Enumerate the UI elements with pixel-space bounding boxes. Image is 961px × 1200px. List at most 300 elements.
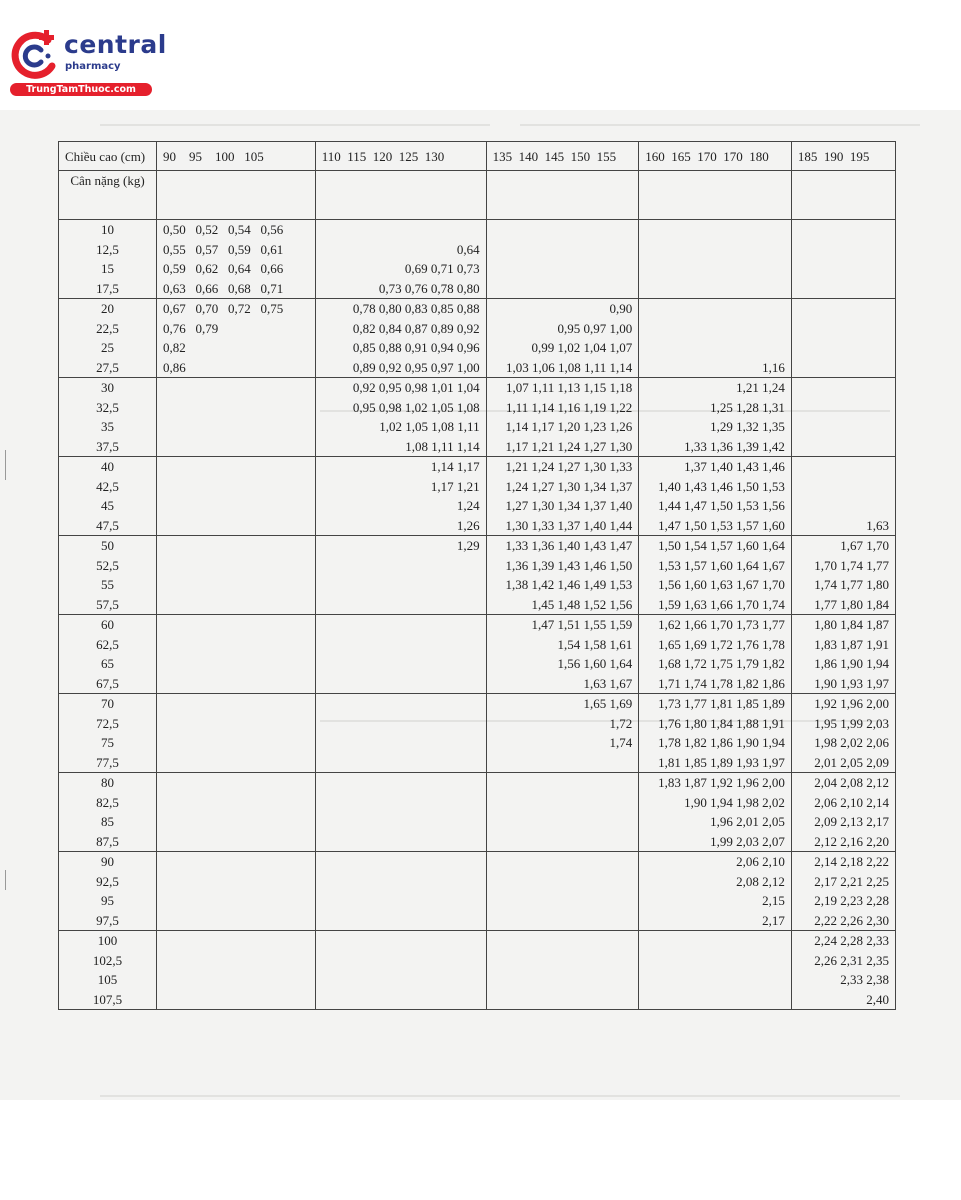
bsa-value: 1,11 1,14 1,16 1,19 1,22 bbox=[505, 399, 633, 415]
bsa-value bbox=[163, 793, 309, 813]
weight-group-row bbox=[59, 615, 896, 694]
bsa-value: 1,17 1,21 1,24 1,27 1,30 bbox=[505, 438, 633, 454]
bsa-value: 1,74 bbox=[609, 735, 633, 750]
bsa-value bbox=[322, 556, 480, 576]
bsa-value-cell bbox=[791, 773, 895, 852]
bsa-value: 0,55 0,57 0,59 0,61 bbox=[163, 241, 284, 257]
bsa-value bbox=[493, 812, 633, 832]
bsa-value: 2,01 2,05 2,09 bbox=[814, 754, 889, 770]
weight-labels bbox=[59, 615, 157, 694]
bsa-value: 2,12 2,16 2,20 bbox=[814, 833, 889, 849]
bsa-value: 1,65 1,69 1,72 1,76 1,78 bbox=[658, 636, 785, 652]
bsa-value-cell bbox=[157, 852, 316, 931]
bsa-value bbox=[798, 240, 889, 260]
bsa-value bbox=[798, 437, 889, 457]
bsa-value bbox=[322, 595, 480, 615]
bsa-value: 1,17 1,21 bbox=[430, 478, 480, 494]
weight-value: 87,5 bbox=[96, 833, 119, 849]
bsa-value: 1,99 2,03 2,07 bbox=[710, 833, 785, 849]
bsa-value-cell bbox=[639, 773, 792, 852]
weight-labels bbox=[59, 299, 157, 378]
bsa-value: 1,47 1,50 1,53 1,57 1,60 bbox=[658, 517, 785, 533]
bsa-value: 1,14 1,17 bbox=[430, 459, 480, 474]
weight-value: 77,5 bbox=[96, 754, 119, 770]
bsa-value: 1,65 1,69 bbox=[583, 696, 633, 711]
bsa-value: 1,63 bbox=[866, 517, 889, 533]
bsa-value bbox=[493, 911, 633, 931]
weight-value: 65 bbox=[101, 656, 115, 671]
height-header-label: Chiều cao (cm) bbox=[59, 142, 157, 171]
bsa-value bbox=[163, 832, 309, 852]
weight-labels bbox=[59, 536, 157, 615]
bsa-value-cell bbox=[157, 457, 316, 536]
bsa-value bbox=[645, 319, 785, 339]
bsa-value bbox=[163, 635, 309, 655]
bsa-value bbox=[163, 694, 309, 714]
bsa-value: 1,86 1,90 1,94 bbox=[814, 656, 889, 671]
bsa-value: 1,47 1,51 1,55 1,59 bbox=[531, 617, 633, 632]
bsa-value: 1,24 1,27 1,30 1,34 1,37 bbox=[505, 478, 633, 494]
weight-value: 15 bbox=[101, 261, 115, 276]
weight-value: 75 bbox=[101, 735, 115, 750]
weight-value: 60 bbox=[101, 617, 115, 632]
bsa-value-cell bbox=[791, 615, 895, 694]
bsa-value: 0,85 0,88 0,91 0,94 0,96 bbox=[352, 340, 480, 355]
weight-value: 52,5 bbox=[96, 557, 119, 573]
bsa-value: 1,30 1,33 1,37 1,40 1,44 bbox=[505, 517, 633, 533]
bsa-value bbox=[163, 477, 309, 497]
bsa-value: 2,26 2,31 2,35 bbox=[814, 952, 889, 968]
bsa-value bbox=[163, 674, 309, 694]
bsa-value-cell bbox=[639, 931, 792, 1010]
bsa-value: 1,59 1,63 1,66 1,70 1,74 bbox=[658, 596, 785, 612]
bsa-value bbox=[798, 496, 889, 516]
bsa-value bbox=[322, 674, 480, 694]
bsa-value: 0,67 0,70 0,72 0,75 bbox=[163, 301, 284, 316]
bsa-value bbox=[163, 595, 309, 615]
bsa-value bbox=[163, 931, 309, 951]
bsa-value-cell bbox=[157, 536, 316, 615]
bsa-value: 1,95 1,99 2,03 bbox=[814, 715, 889, 731]
weight-header-label: Cân nặng (kg) bbox=[59, 171, 157, 220]
page-edge-mark bbox=[5, 450, 6, 480]
central-pharmacy-logo bbox=[8, 26, 167, 96]
bsa-value bbox=[163, 951, 309, 971]
bsa-value bbox=[798, 279, 889, 299]
bsa-value bbox=[322, 990, 480, 1010]
bsa-value-cell bbox=[791, 378, 895, 457]
bsa-value: 2,19 2,23 2,28 bbox=[814, 893, 889, 908]
bsa-value: 1,03 1,06 1,08 1,11 1,14 bbox=[505, 359, 633, 375]
bsa-value bbox=[645, 970, 785, 990]
bsa-value: 0,64 bbox=[456, 241, 480, 257]
weight-value: 45 bbox=[101, 498, 115, 513]
table-body bbox=[59, 220, 896, 1010]
bsa-value-cell bbox=[157, 378, 316, 457]
empty-cell bbox=[157, 171, 316, 220]
bsa-value: 2,40 bbox=[866, 991, 889, 1007]
bsa-value bbox=[798, 398, 889, 418]
bsa-value bbox=[322, 812, 480, 832]
bsa-value: 1,26 bbox=[456, 517, 480, 533]
bsa-value: 0,95 0,97 1,00 bbox=[557, 320, 633, 336]
bsa-value: 1,56 1,60 1,63 1,67 1,70 bbox=[658, 577, 785, 592]
bsa-value: 1,62 1,66 1,70 1,73 1,77 bbox=[658, 617, 785, 632]
bsa-value: 1,53 1,57 1,60 1,64 1,67 bbox=[658, 557, 785, 573]
bsa-value-cell bbox=[791, 220, 895, 299]
bsa-value bbox=[163, 911, 309, 931]
bsa-value: 2,06 2,10 2,14 bbox=[814, 794, 889, 810]
weight-value: 70 bbox=[101, 696, 115, 711]
bsa-value bbox=[322, 773, 480, 793]
weight-value: 32,5 bbox=[96, 399, 119, 415]
bsa-value: 1,21 1,24 bbox=[736, 380, 785, 395]
weight-value: 30 bbox=[101, 380, 115, 395]
bsa-value bbox=[163, 417, 309, 437]
bsa-value: 1,37 1,40 1,43 1,46 bbox=[684, 459, 785, 474]
bsa-value: 0,89 0,92 0,95 0,97 1,00 bbox=[352, 359, 480, 375]
logo-brand-text: central bbox=[64, 30, 167, 59]
bsa-value bbox=[163, 398, 309, 418]
weight-value: 20 bbox=[101, 301, 115, 316]
empty-cell bbox=[486, 171, 639, 220]
bsa-value bbox=[493, 832, 633, 852]
bsa-value bbox=[163, 970, 309, 990]
bsa-value-cell bbox=[315, 694, 486, 773]
weight-header-row bbox=[59, 171, 896, 220]
bsa-value: 2,17 bbox=[762, 912, 785, 928]
bsa-value bbox=[322, 615, 480, 635]
bsa-value: 0,86 bbox=[163, 359, 186, 375]
bsa-value: 2,33 2,38 bbox=[840, 972, 889, 987]
bsa-value: 1,83 1,87 1,91 bbox=[814, 636, 889, 652]
bsa-value bbox=[163, 733, 309, 753]
logo-mark-icon bbox=[8, 28, 62, 82]
bsa-value bbox=[798, 299, 889, 319]
weight-value: 12,5 bbox=[96, 241, 119, 257]
bsa-value-cell bbox=[791, 694, 895, 773]
bsa-value-cell bbox=[639, 457, 792, 536]
bsa-value: 2,14 2,18 2,22 bbox=[814, 854, 889, 869]
bsa-value: 1,38 1,42 1,46 1,49 1,53 bbox=[505, 577, 633, 592]
bsa-value-cell bbox=[486, 694, 639, 773]
weight-value: 25 bbox=[101, 340, 115, 355]
bsa-value-cell bbox=[315, 299, 486, 378]
weight-value: 55 bbox=[101, 577, 115, 592]
weight-value: 57,5 bbox=[96, 596, 119, 612]
bsa-value: 1,80 1,84 1,87 bbox=[814, 617, 889, 632]
bsa-value bbox=[493, 220, 633, 240]
bsa-value: 1,36 1,39 1,43 1,46 1,50 bbox=[505, 557, 633, 573]
bsa-value: 1,24 bbox=[456, 498, 480, 513]
bsa-value: 1,16 bbox=[762, 359, 785, 375]
bsa-value bbox=[163, 516, 309, 536]
bsa-value-cell bbox=[157, 694, 316, 773]
bsa-value: 1,14 1,17 1,20 1,23 1,26 bbox=[505, 419, 633, 434]
empty-cell bbox=[639, 171, 792, 220]
bsa-value-cell bbox=[791, 299, 895, 378]
weight-value: 105 bbox=[97, 972, 118, 987]
bsa-value bbox=[798, 259, 889, 279]
bsa-value bbox=[163, 872, 309, 892]
bsa-value-cell bbox=[486, 378, 639, 457]
weight-value: 85 bbox=[101, 814, 115, 829]
weight-group-row bbox=[59, 299, 896, 378]
bsa-value-cell bbox=[791, 536, 895, 615]
weight-group-row bbox=[59, 378, 896, 457]
bsa-value bbox=[493, 753, 633, 773]
weight-value: 35 bbox=[101, 419, 115, 434]
bsa-value bbox=[645, 951, 785, 971]
weight-labels bbox=[59, 457, 157, 536]
bsa-value bbox=[493, 852, 633, 872]
bsa-value bbox=[322, 911, 480, 931]
bsa-value bbox=[645, 240, 785, 260]
weight-group-row bbox=[59, 220, 896, 299]
bsa-value-cell bbox=[486, 536, 639, 615]
bsa-value bbox=[163, 556, 309, 576]
bsa-value bbox=[493, 259, 633, 279]
bsa-value-cell bbox=[486, 220, 639, 299]
height-header-row bbox=[59, 142, 896, 171]
bsa-value-cell bbox=[486, 299, 639, 378]
weight-value: 97,5 bbox=[96, 912, 119, 928]
bsa-value: 0,73 0,76 0,78 0,80 bbox=[378, 280, 480, 296]
weight-labels bbox=[59, 931, 157, 1010]
bsa-value: 1,78 1,82 1,86 1,90 1,94 bbox=[658, 735, 785, 750]
bsa-value: 1,33 1,36 1,40 1,43 1,47 bbox=[505, 538, 633, 553]
bsa-value bbox=[163, 378, 309, 398]
bsa-value: 2,15 bbox=[762, 893, 785, 908]
bsa-value bbox=[493, 240, 633, 260]
weight-value: 17,5 bbox=[96, 280, 119, 296]
bsa-value: 0,99 1,02 1,04 1,07 bbox=[531, 340, 633, 355]
bsa-value: 1,56 1,60 1,64 bbox=[557, 656, 633, 671]
bsa-value bbox=[493, 773, 633, 793]
weight-group-row bbox=[59, 773, 896, 852]
empty-cell bbox=[791, 171, 895, 220]
bsa-value bbox=[322, 733, 480, 753]
bsa-value bbox=[322, 220, 480, 240]
logo-sub-text: pharmacy bbox=[65, 61, 121, 72]
bsa-value: 0,90 bbox=[609, 301, 633, 316]
bsa-value-cell bbox=[157, 615, 316, 694]
bsa-value-cell bbox=[157, 773, 316, 852]
bsa-value bbox=[798, 338, 889, 358]
bsa-value: 1,29 1,32 1,35 bbox=[710, 419, 785, 434]
bsa-value bbox=[322, 575, 480, 595]
weight-value: 102,5 bbox=[92, 952, 123, 968]
bsa-value: 1,50 1,54 1,57 1,60 1,64 bbox=[658, 538, 785, 553]
weight-labels bbox=[59, 378, 157, 457]
bsa-value-cell bbox=[315, 457, 486, 536]
bsa-value-cell bbox=[486, 773, 639, 852]
bsa-value-cell bbox=[639, 220, 792, 299]
weight-value: 92,5 bbox=[96, 873, 119, 889]
bsa-value bbox=[163, 536, 309, 556]
bsa-value bbox=[322, 654, 480, 674]
weight-group-row bbox=[59, 852, 896, 931]
weight-value: 95 bbox=[101, 893, 115, 908]
empty-cell bbox=[315, 171, 486, 220]
weight-value: 42,5 bbox=[96, 478, 119, 494]
weight-group-row bbox=[59, 457, 896, 536]
bsa-value: 2,24 2,28 2,33 bbox=[814, 933, 889, 948]
bsa-value bbox=[322, 793, 480, 813]
bsa-value-cell bbox=[639, 299, 792, 378]
body-surface-area-table bbox=[58, 141, 896, 1010]
bsa-value-cell bbox=[791, 852, 895, 931]
bsa-value bbox=[798, 417, 889, 437]
bsa-value bbox=[322, 951, 480, 971]
bsa-value bbox=[163, 437, 309, 457]
bsa-value bbox=[163, 891, 309, 911]
bsa-value bbox=[493, 970, 633, 990]
weight-value: 107,5 bbox=[92, 991, 123, 1007]
bsa-value-cell bbox=[315, 220, 486, 299]
bsa-value: 2,08 2,12 bbox=[736, 873, 785, 889]
bsa-value: 1,74 1,77 1,80 bbox=[814, 577, 889, 592]
weight-value: 62,5 bbox=[96, 636, 119, 652]
bsa-value: 1,33 1,36 1,39 1,42 bbox=[684, 438, 785, 454]
bsa-value: 1,67 1,70 bbox=[840, 538, 889, 553]
bsa-value bbox=[645, 990, 785, 1010]
bsa-value: 1,83 1,87 1,92 1,96 2,00 bbox=[658, 775, 785, 790]
bsa-value bbox=[322, 931, 480, 951]
bsa-value-cell bbox=[157, 931, 316, 1010]
bsa-value: 0,59 0,62 0,64 0,66 bbox=[163, 261, 284, 276]
bsa-value: 1,27 1,30 1,34 1,37 1,40 bbox=[505, 498, 633, 513]
bsa-value bbox=[645, 220, 785, 240]
bsa-value: 1,44 1,47 1,50 1,53 1,56 bbox=[658, 498, 785, 513]
bsa-value bbox=[798, 457, 889, 477]
bsa-value: 1,90 1,93 1,97 bbox=[814, 675, 889, 691]
bsa-value: 2,06 2,10 bbox=[736, 854, 785, 869]
bsa-value bbox=[322, 635, 480, 655]
weight-value: 10 bbox=[101, 222, 115, 237]
height-group-header: 110 115 120 125 130 bbox=[315, 142, 486, 171]
bsa-value bbox=[798, 477, 889, 497]
bsa-value-cell bbox=[315, 378, 486, 457]
bsa-value: 0,76 0,79 bbox=[163, 320, 219, 336]
bsa-value: 1,92 1,96 2,00 bbox=[814, 696, 889, 711]
bsa-value bbox=[163, 812, 309, 832]
bsa-value bbox=[322, 891, 480, 911]
bsa-value: 1,77 1,80 1,84 bbox=[814, 596, 889, 612]
bsa-value: 1,72 bbox=[609, 715, 633, 731]
bsa-value: 0,82 bbox=[163, 340, 186, 355]
bsa-value bbox=[163, 714, 309, 734]
bsa-value bbox=[322, 970, 480, 990]
bsa-value bbox=[645, 931, 785, 951]
bsa-value bbox=[163, 990, 309, 1010]
weight-labels bbox=[59, 220, 157, 299]
bsa-value: 0,50 0,52 0,54 0,56 bbox=[163, 222, 284, 237]
bsa-value-cell bbox=[639, 615, 792, 694]
weight-group-row bbox=[59, 931, 896, 1010]
bsa-value bbox=[322, 753, 480, 773]
weight-value: 40 bbox=[101, 459, 115, 474]
bsa-value: 1,68 1,72 1,75 1,79 1,82 bbox=[658, 656, 785, 671]
bsa-value: 0,78 0,80 0,83 0,85 0,88 bbox=[352, 301, 480, 316]
bsa-value-cell bbox=[486, 852, 639, 931]
weight-value: 47,5 bbox=[96, 517, 119, 533]
bsa-value bbox=[798, 220, 889, 240]
logo-banner-link[interactable]: TrungTamThuoc.com bbox=[10, 83, 152, 96]
bsa-value bbox=[322, 872, 480, 892]
bsa-value bbox=[163, 852, 309, 872]
bsa-value: 1,71 1,74 1,78 1,82 1,86 bbox=[658, 675, 785, 691]
bsa-value-cell bbox=[639, 852, 792, 931]
height-group-header: 135 140 145 150 155 bbox=[486, 142, 639, 171]
weight-value: 90 bbox=[101, 854, 115, 869]
bsa-value-cell bbox=[486, 457, 639, 536]
bsa-value bbox=[322, 852, 480, 872]
weight-group-row bbox=[59, 536, 896, 615]
bsa-value: 2,09 2,13 2,17 bbox=[814, 814, 889, 829]
bsa-value bbox=[493, 931, 633, 951]
bsa-value bbox=[163, 773, 309, 793]
bsa-value: 0,92 0,95 0,98 1,01 1,04 bbox=[352, 380, 480, 395]
bsa-value bbox=[493, 990, 633, 1010]
bsa-value bbox=[798, 358, 889, 378]
bsa-value bbox=[493, 793, 633, 813]
bsa-value-cell bbox=[486, 931, 639, 1010]
bsa-value bbox=[163, 457, 309, 477]
bsa-value-cell bbox=[315, 931, 486, 1010]
bsa-value bbox=[163, 753, 309, 773]
bsa-value: 1,08 1,11 1,14 bbox=[405, 438, 480, 454]
page-edge-mark bbox=[5, 870, 6, 890]
bsa-value: 2,17 2,21 2,25 bbox=[814, 873, 889, 889]
bsa-value: 1,96 2,01 2,05 bbox=[710, 814, 785, 829]
bsa-value: 1,45 1,48 1,52 1,56 bbox=[531, 596, 633, 612]
bsa-value-cell bbox=[791, 931, 895, 1010]
bsa-value: 0,69 0,71 0,73 bbox=[404, 261, 480, 276]
bsa-value bbox=[163, 615, 309, 635]
weight-value: 67,5 bbox=[96, 675, 119, 691]
bsa-value: 1,21 1,24 1,27 1,30 1,33 bbox=[505, 459, 633, 474]
bsa-value-cell bbox=[639, 536, 792, 615]
bsa-value bbox=[645, 259, 785, 279]
bsa-value bbox=[798, 378, 889, 398]
bsa-value-cell bbox=[157, 220, 316, 299]
bsa-value-cell bbox=[791, 457, 895, 536]
bsa-value: 1,73 1,77 1,81 1,85 1,89 bbox=[658, 696, 785, 711]
bsa-value-cell bbox=[639, 378, 792, 457]
weight-value: 100 bbox=[97, 933, 118, 948]
weight-labels bbox=[59, 773, 157, 852]
bsa-value bbox=[645, 338, 785, 358]
bsa-value-cell bbox=[486, 615, 639, 694]
bsa-value: 2,04 2,08 2,12 bbox=[814, 775, 889, 790]
bsa-value: 1,70 1,74 1,77 bbox=[814, 557, 889, 573]
bsa-value bbox=[322, 832, 480, 852]
weight-group-row bbox=[59, 694, 896, 773]
weight-value: 50 bbox=[101, 538, 115, 553]
bsa-value: 1,63 1,67 bbox=[583, 675, 633, 691]
weight-value: 27,5 bbox=[96, 359, 119, 375]
weight-value: 80 bbox=[101, 775, 115, 790]
bsa-value: 1,81 1,85 1,89 1,93 1,97 bbox=[658, 754, 785, 770]
bsa-value-cell bbox=[315, 852, 486, 931]
bsa-value bbox=[322, 714, 480, 734]
bsa-value bbox=[163, 496, 309, 516]
bsa-value bbox=[493, 279, 633, 299]
bsa-value: 0,95 0,98 1,02 1,05 1,08 bbox=[352, 399, 480, 415]
bsa-value: 1,76 1,80 1,84 1,88 1,91 bbox=[658, 715, 785, 731]
bsa-value-cell bbox=[157, 299, 316, 378]
